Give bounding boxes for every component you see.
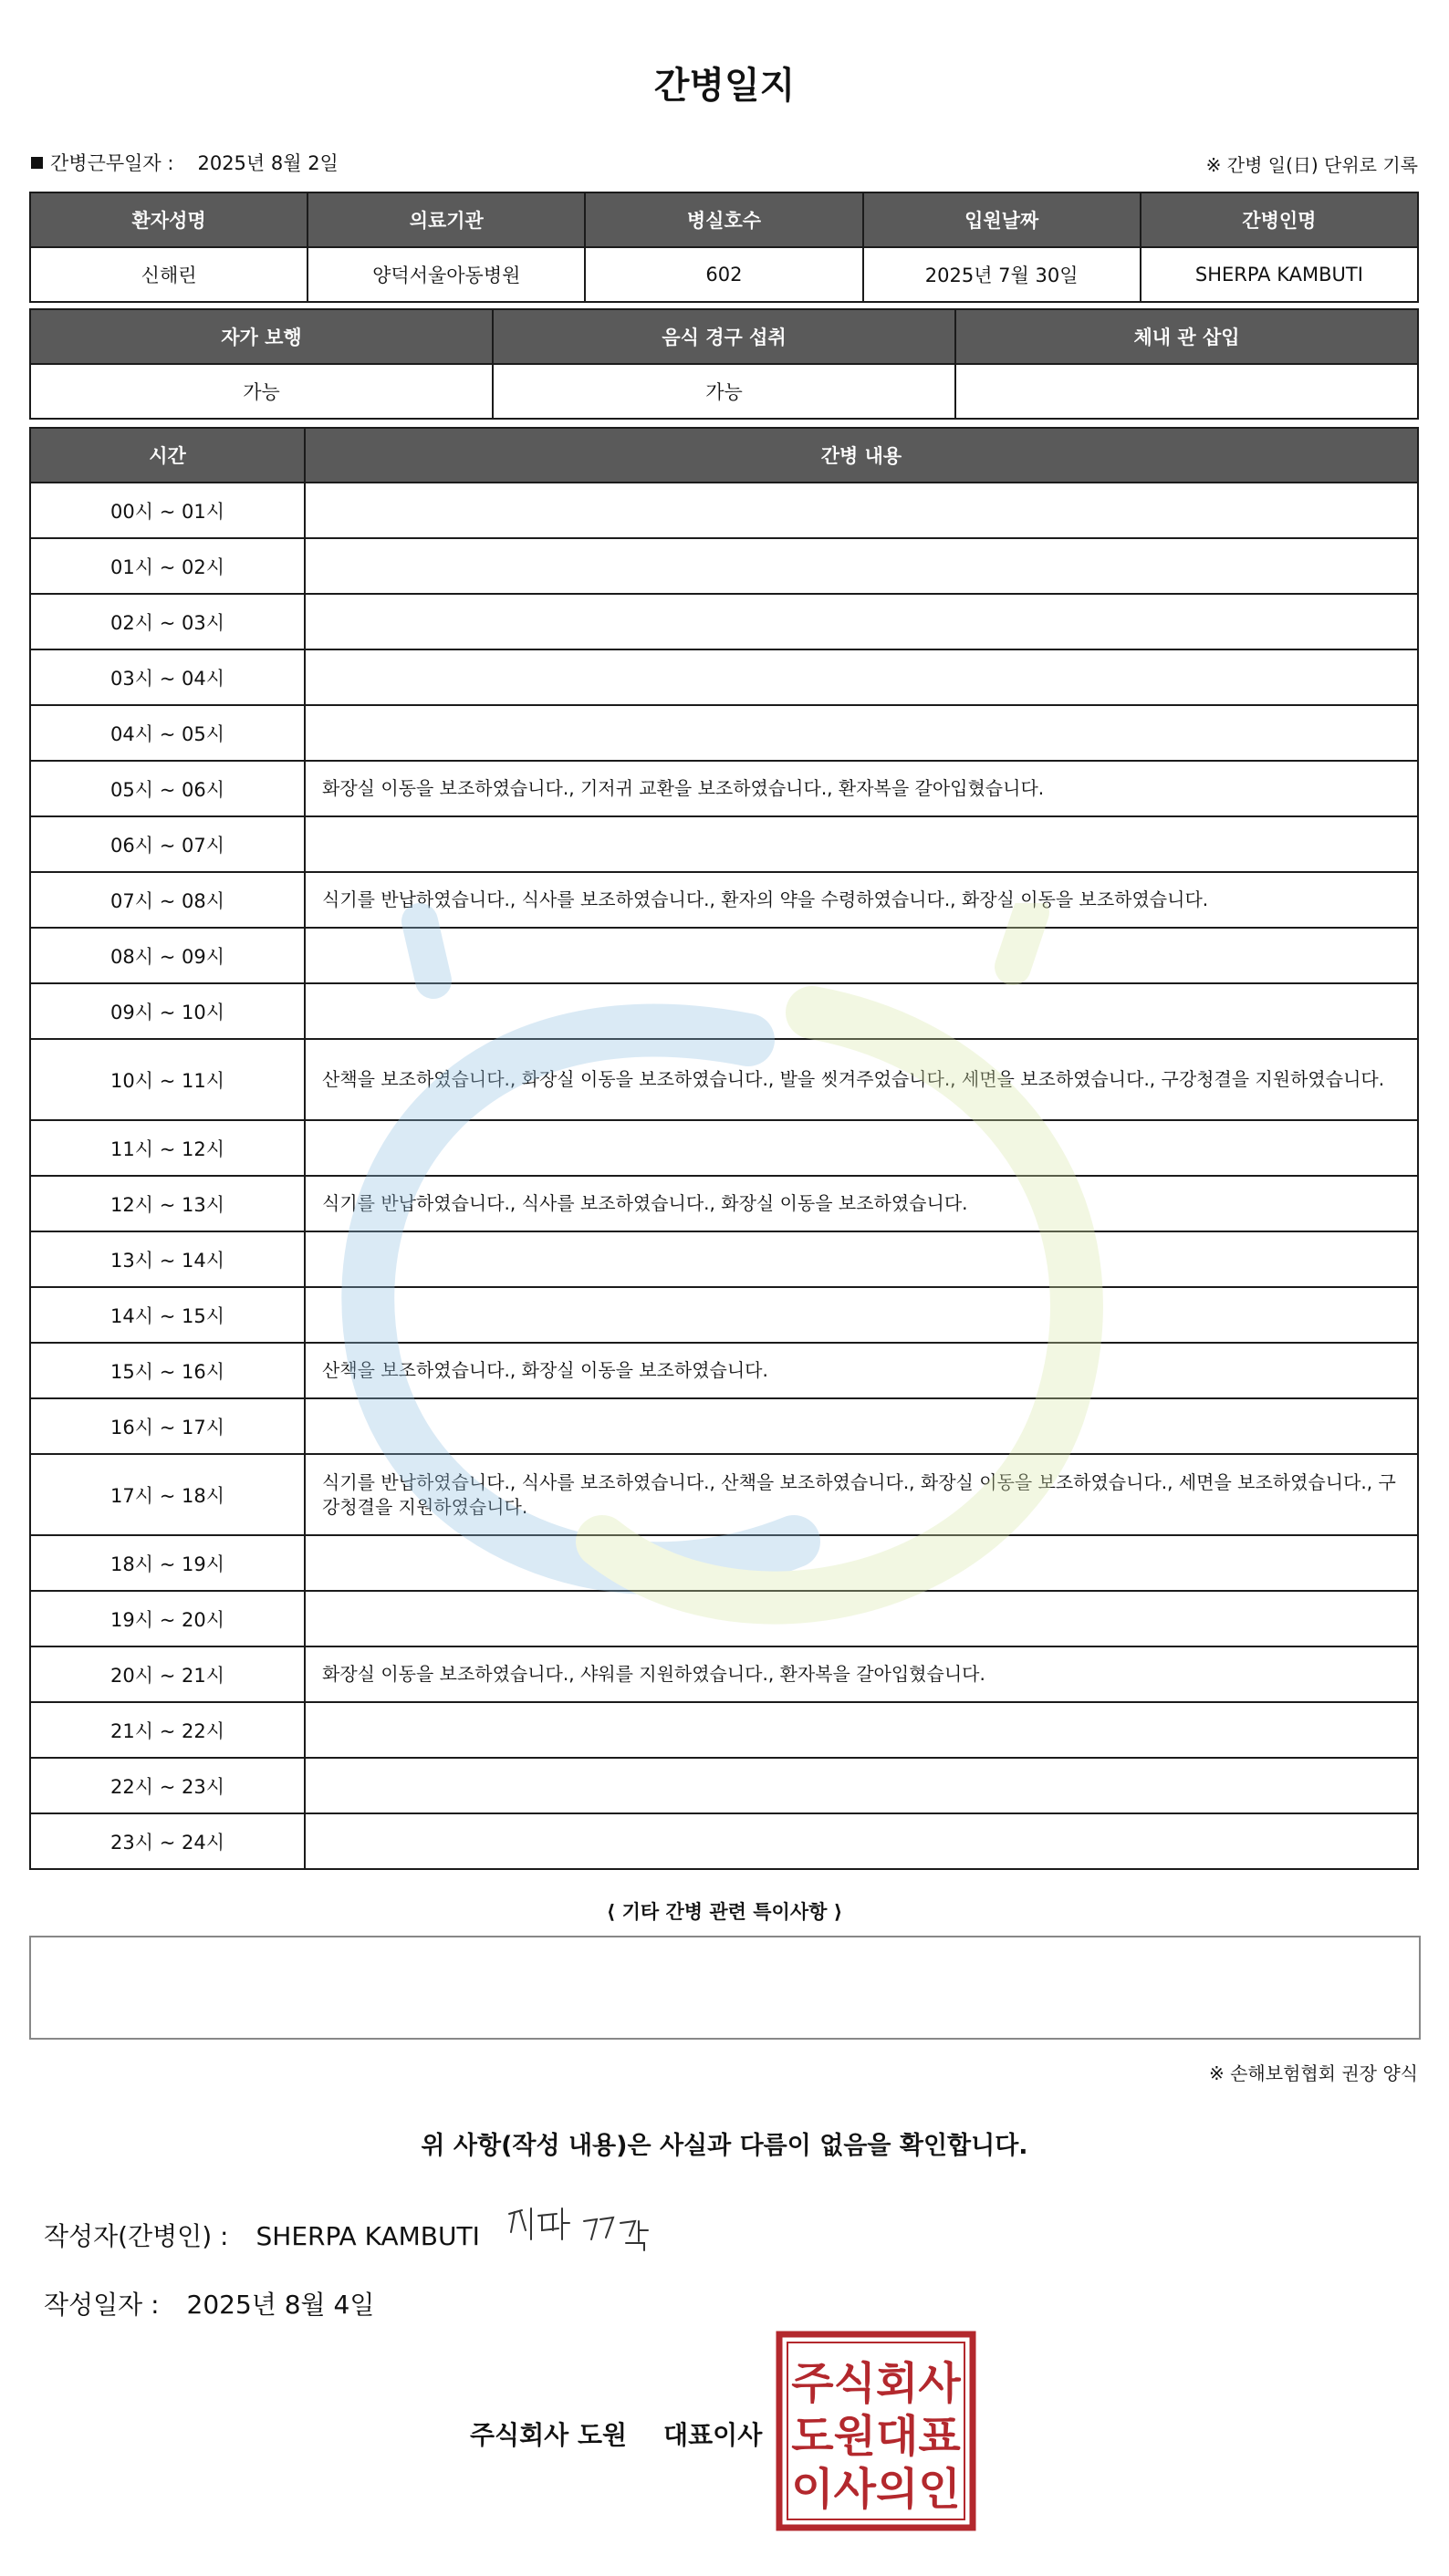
care-content — [305, 1231, 1418, 1287]
header-hospital: 의료기관 — [308, 192, 585, 247]
time-slot: 06시 ~ 07시 — [30, 816, 305, 872]
table-row — [30, 816, 1418, 872]
company-seal-stamp — [776, 2331, 976, 2531]
care-content: 산책을 보조하였습니다., 화장실 이동을 보조하였습니다. — [305, 1343, 1418, 1398]
care-content — [305, 538, 1418, 594]
time-slot: 11시 ~ 12시 — [30, 1120, 305, 1176]
care-content — [305, 483, 1418, 538]
patient-name: 신해린 — [30, 247, 308, 302]
table-row — [30, 761, 1418, 816]
care-content — [305, 1758, 1418, 1813]
time-slot: 21시 ~ 22시 — [30, 1702, 305, 1758]
tube-insertion-status — [955, 364, 1418, 419]
time-slot: 01시 ~ 02시 — [30, 538, 305, 594]
table-row — [30, 1702, 1418, 1758]
table-row — [30, 1287, 1418, 1343]
hospital-name: 양덕서울아동병원 — [308, 247, 585, 302]
header-oral-intake: 음식 경구 섭취 — [493, 309, 955, 364]
notes-box — [29, 1936, 1421, 2040]
care-content — [305, 705, 1418, 761]
header-caregiver: 간병인명 — [1141, 192, 1418, 247]
table-row — [30, 1039, 1418, 1120]
time-slot: 22시 ~ 23시 — [30, 1758, 305, 1813]
care-content — [305, 649, 1418, 705]
table-row — [30, 1591, 1418, 1646]
care-content: 식기를 반납하였습니다., 식사를 보조하였습니다., 산책을 보조하였습니다., 화장실 이동을 보조하였습니다., 세면을 보조하였습니다., 구강청결을 지원하였습니다. — [305, 1454, 1418, 1535]
care-content — [305, 928, 1418, 983]
time-slot: 17시 ~ 18시 — [30, 1454, 305, 1535]
time-slot: 09시 ~ 10시 — [30, 983, 305, 1039]
work-date-label: 간병근무일자 : — [50, 152, 174, 174]
work-date-value: 2025년 8월 2일 — [197, 152, 339, 174]
admission-date: 2025년 7월 30일 — [863, 247, 1141, 302]
time-slot: 18시 ~ 19시 — [30, 1535, 305, 1591]
table-row — [30, 1231, 1418, 1287]
care-content: 화장실 이동을 보조하였습니다., 기저귀 교환을 보조하였습니다., 환자복을 갈아입혔습니다. — [305, 761, 1418, 816]
care-content — [305, 1591, 1418, 1646]
header-care-content: 간병 내용 — [305, 428, 1418, 483]
bullet-square-icon — [31, 157, 43, 169]
care-content — [305, 594, 1418, 649]
time-slot: 10시 ~ 11시 — [30, 1039, 305, 1120]
table-row — [30, 538, 1418, 594]
care-content — [305, 816, 1418, 872]
table-row — [30, 594, 1418, 649]
header-room: 병실호수 — [585, 192, 862, 247]
care-content: 식기를 반납하였습니다., 식사를 보조하였습니다., 화장실 이동을 보조하였습니다. — [305, 1176, 1418, 1231]
header-admission-date: 입원날짜 — [863, 192, 1141, 247]
time-slot: 13시 ~ 14시 — [30, 1231, 305, 1287]
care-content — [305, 1120, 1418, 1176]
time-slot: 05시 ~ 06시 — [30, 761, 305, 816]
written-date-line — [44, 2285, 374, 2322]
table-row — [30, 483, 1418, 538]
company-name: 주식회사 도원 — [470, 2420, 628, 2450]
care-content: 화장실 이동을 보조하였습니다., 샤워를 지원하였습니다., 환자복을 갈아입혔습니다. — [305, 1646, 1418, 1702]
walking-status: 가능 — [30, 364, 493, 419]
time-slot: 20시 ~ 21시 — [30, 1646, 305, 1702]
time-slot: 23시 ~ 24시 — [30, 1813, 305, 1869]
company-line — [470, 2415, 762, 2452]
care-content — [305, 983, 1418, 1039]
table-row — [30, 649, 1418, 705]
patient-info-table — [29, 192, 1419, 303]
written-date-label: 작성일자 : — [44, 2290, 160, 2320]
time-slot: 03시 ~ 04시 — [30, 649, 305, 705]
unit-note: ※ 간병 일(日) 단위로 기록 — [1205, 154, 1418, 176]
care-content — [305, 1813, 1418, 1869]
time-slot: 07시 ~ 08시 — [30, 872, 305, 928]
seal-line-2: 도원대표 — [791, 2411, 961, 2462]
care-content: 산책을 보조하였습니다., 화장실 이동을 보조하였습니다., 발을 씻겨주었습니다., 세면을 보조하였습니다., 구강청결을 지원하였습니다. — [305, 1039, 1418, 1120]
time-slot: 15시 ~ 16시 — [30, 1343, 305, 1398]
table-row — [30, 983, 1418, 1039]
oral-intake-status: 가능 — [493, 364, 955, 419]
time-slot: 19시 ~ 20시 — [30, 1591, 305, 1646]
seal-line-1: 주식회사 — [791, 2358, 961, 2409]
header-tube-insertion: 체내 관 삽입 — [955, 309, 1418, 364]
table-row — [30, 1535, 1418, 1591]
table-row — [30, 1454, 1418, 1535]
table-row — [30, 872, 1418, 928]
time-slot: 12시 ~ 13시 — [30, 1176, 305, 1231]
table-row — [30, 928, 1418, 983]
table-row — [30, 1646, 1418, 1702]
document-title: 간병일지 — [653, 65, 796, 107]
table-row — [30, 1398, 1418, 1454]
time-slot: 00시 ~ 01시 — [30, 483, 305, 538]
seal-line-3: 이사의인 — [791, 2464, 961, 2515]
patient-status-table — [29, 308, 1419, 420]
association-note: ※ 손해보험협회 권장 양식 — [1208, 2062, 1418, 2084]
room-number: 602 — [585, 247, 862, 302]
table-row — [30, 1176, 1418, 1231]
notes-title: ⟨ 기타 간병 관련 특이사항 ⟩ — [606, 1901, 843, 1923]
handwritten-signature — [502, 2203, 657, 2258]
company-representative: 대표이사 — [663, 2420, 763, 2450]
work-date — [31, 149, 339, 176]
written-date-value: 2025년 8월 4일 — [186, 2290, 375, 2320]
table-row — [30, 1813, 1418, 1869]
care-content — [305, 1287, 1418, 1343]
time-slot: 02시 ~ 03시 — [30, 594, 305, 649]
care-content — [305, 1535, 1418, 1591]
caregiver-name: SHERPA KAMBUTI — [1141, 247, 1418, 302]
author-line — [44, 2217, 480, 2253]
care-content — [305, 1398, 1418, 1454]
header-walking: 자가 보행 — [30, 309, 493, 364]
time-slot: 14시 ~ 15시 — [30, 1287, 305, 1343]
table-row — [30, 1343, 1418, 1398]
author-label: 작성자(간병인) : — [44, 2221, 229, 2251]
care-content: 식기를 반납하였습니다., 식사를 보조하였습니다., 환자의 약을 수령하였습니다., 화장실 이동을 보조하였습니다. — [305, 872, 1418, 928]
author-name: SHERPA KAMBUTI — [255, 2221, 480, 2251]
time-slot: 16시 ~ 17시 — [30, 1398, 305, 1454]
table-row — [30, 705, 1418, 761]
confirmation-statement: 위 사항(작성 내용)은 사실과 다름이 없음을 확인합니다. — [421, 2132, 1028, 2160]
header-patient-name: 환자성명 — [30, 192, 308, 247]
header-time: 시간 — [30, 428, 305, 483]
care-log-table — [29, 427, 1419, 1870]
time-slot: 04시 ~ 05시 — [30, 705, 305, 761]
table-row — [30, 1758, 1418, 1813]
table-row — [30, 1120, 1418, 1176]
care-content — [305, 1702, 1418, 1758]
time-slot: 08시 ~ 09시 — [30, 928, 305, 983]
